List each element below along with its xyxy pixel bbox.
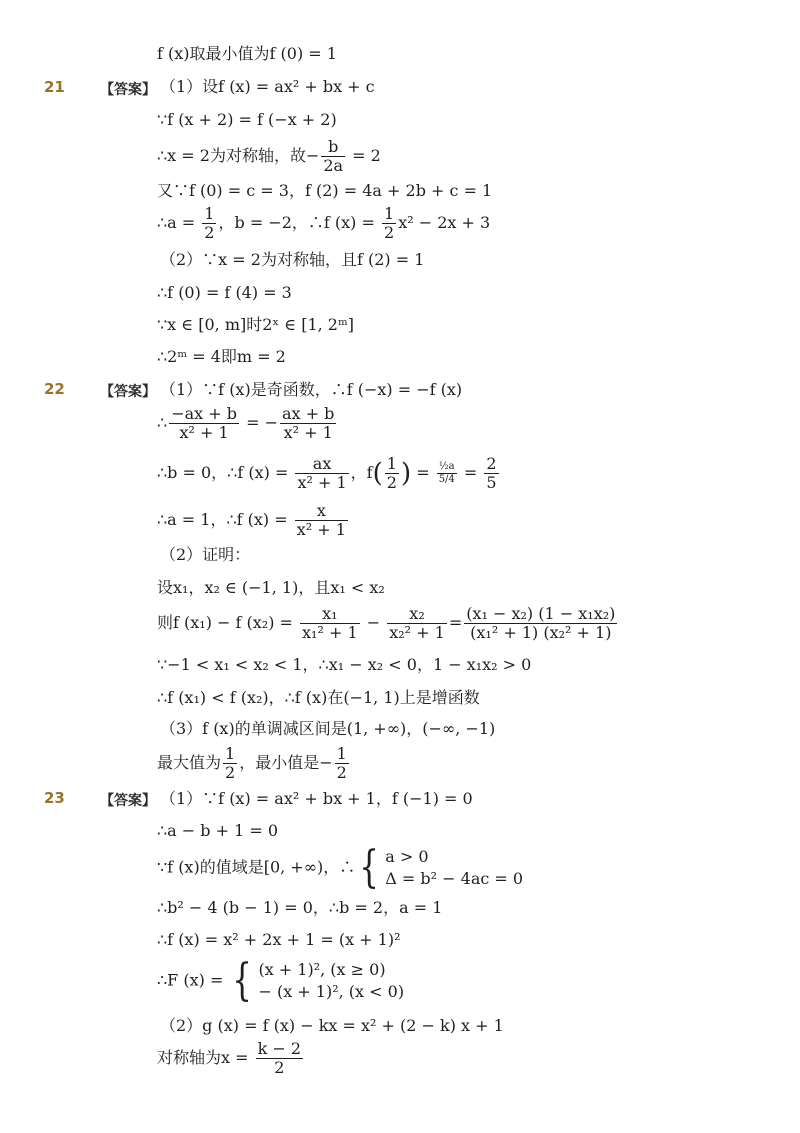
fraction: $\frac{1}{2}$ [386,454,397,492]
solution-line: （2）证明： [160,545,251,564]
fraction: $\frac{\text{(x₁ − x₂) (1 − x₁x₂)}}{\text{(x₁² + 1) (x₂² + 1)}}$ [466,604,616,642]
solution-line: ∵x ∈ [0, m]时2ˣ ∈ [1, 2ᵐ] [157,315,355,334]
fraction: $\frac{2}{5}$ [486,454,497,492]
fraction: $\frac{-ax + b}{\text{x² + 1}}$ [171,404,237,442]
fraction: $\frac{1}{2}$ [225,744,236,782]
solution-line: ∴f (x₁) < f (x₂)，∴f (x)在(−1, 1)上是增函数 [157,688,480,707]
solution-line: 又∵f (0) = c = 3，f (2) = 4a + 2b + c = 1 [157,181,493,200]
solution-line: ∴2ᵐ = 4即m = 2 [157,347,286,366]
fraction: $\frac{1}{2}$ [384,204,395,242]
fraction: $\frac{ax}{\text{x² + 1}}$ [297,454,347,492]
answer-tag: 【答案】 [100,82,156,98]
solution-line: ∴a − b + 1 = 0 [157,821,279,840]
solution-line: ∴f (0) = f (4) = 3 [157,283,292,302]
fraction: $\frac{1}{2}$ [336,744,347,782]
solution-line: （2）∵x = 2为对称轴，且f (2) = 1 [160,250,425,269]
solution-line: ∵f (x + 2) = f (−x + 2) [157,110,337,129]
question-number: 21 [44,78,65,96]
fraction: $\frac{ax + b}{\text{x² + 1}}$ [281,404,335,442]
solution-line: ∴a = $\frac{1}{2}$ ，b = −2，∴f (x) = $\frac{1}{2}$ x² − 2x + 3 [157,204,491,242]
solution-line: ∴a = 1，∴f (x) = $\frac{x}{\text{x² + 1}}$ [157,501,346,539]
fraction: $\frac{\text{x₁}}{\text{x₁² + 1}}$ [302,604,358,642]
solution-line: 设x₁，x₂ ∈ (−1, 1)，且x₁ < x₂ [157,578,385,597]
fraction: $\frac{\text{½a}}{5/4}$ [438,461,455,485]
case-system: a > 0 Δ = b² − 4ac = 0 [385,847,524,888]
answer-tag: 【答案】 [100,793,156,809]
fraction: $\frac{b}{2a}$ [323,137,344,175]
solution-line: ∵f (x)的值域是[0, +∞)，∴{ a > 0 Δ = b² − 4ac = 0 [157,842,524,893]
solution-line: f (x)取最小值为f (0) = 1 [157,44,337,63]
solution-line: （1）∵f (x)是奇函数，∴f (−x) = −f (x) [160,380,463,399]
solution-line: 则f (x₁) − f (x₂) = $\frac{\text{x₁}}{\text{x₁² + 1}}$ − $\frac{\text{x₂}}{\text{x₂² + 1}}$ = $\frac{\text{(x₁ − x₂) (1 − x₁x₂)}}{\text{(x₁² + 1) (x₂² + 1)}}$ [157,604,616,642]
solution-line: （3）f (x)的单调减区间是(1, +∞)，(−∞, −1) [160,719,496,738]
solution-line: ∴ $\frac{-ax + b}{\text{x² + 1}}$ = − $\frac{ax + b}{\text{x² + 1}}$ [157,404,335,442]
case-system: (x + 1)², (x ≥ 0) − (x + 1)², (x < 0) [258,960,405,1001]
solution-line: ∴f (x) = x² + 2x + 1 = (x + 1)² [157,930,401,949]
solution-line: ∴b² − 4 (b − 1) = 0，∴b = 2，a = 1 [157,898,443,917]
fraction: $\frac{x}{\text{x² + 1}}$ [296,501,346,539]
solution-line: 最大值为 $\frac{1}{2}$ ，最小值是− $\frac{1}{2}$ [157,744,347,782]
solution-line: ∴b = 0，∴f (x) = $\frac{ax}{\text{x² + 1}}$ ，f( $\frac{1}{2}$ ) = $\frac{\text{½a}}{5/4}$ = $\frac{2}{5}$ [157,454,497,492]
fraction: $\frac{\text{x₂}}{\text{x₂² + 1}}$ [389,604,445,642]
answer-tag: 【答案】 [100,384,156,400]
question-number: 22 [44,380,65,398]
solution-line: （1）设f (x) = ax² + bx + c [160,77,375,96]
fraction: $\frac{k - 2}{2}$ [257,1039,302,1077]
question-number: 23 [44,789,65,807]
solution-line: ∵−1 < x₁ < x₂ < 1，∴x₁ − x₂ < 0，1 − x₁x₂ > 0 [157,655,532,674]
solution-line: ∴F (x) = { (x + 1)², (x ≥ 0) − (x + 1)², (x < 0) [157,955,405,1006]
solution-line: ∴x = 2为对称轴，故− $\frac{b}{2a}$ = 2 [157,137,381,175]
solution-line: （1）∵f (x) = ax² + bx + 1，f (−1) = 0 [160,789,473,808]
fraction: $\frac{1}{2}$ [204,204,215,242]
solution-line: 对称轴为x = $\frac{k - 2}{2}$ [157,1039,302,1077]
solution-line: （2）g (x) = f (x) − kx = x² + (2 − k) x + 1 [160,1016,504,1035]
